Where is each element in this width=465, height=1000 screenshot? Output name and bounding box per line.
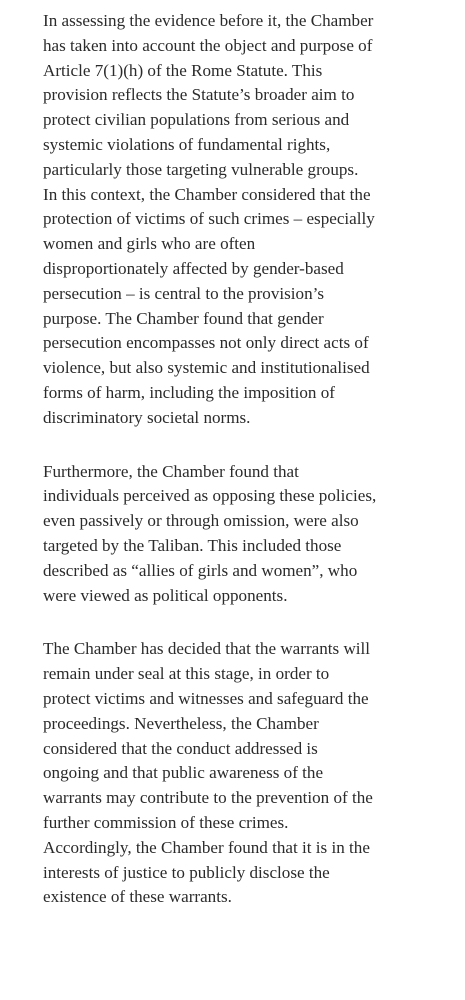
text-line: were viewed as political opponents.	[43, 585, 288, 605]
text-line: women and girls who are often	[43, 234, 256, 254]
text-line: remain under seal at this stage, in order to	[43, 664, 330, 684]
text-line: individuals perceived as opposing these policies,	[43, 486, 377, 506]
paragraph-warrants-disclosure	[43, 637, 461, 910]
text-line: existence of these warrants.	[43, 887, 232, 907]
text-line: protection of victims of such crimes – especially	[43, 209, 375, 229]
text-line: persecution – is central to the provision’s	[43, 283, 325, 303]
text-line: systemic violations of fundamental rights,	[43, 134, 331, 154]
text-line: disproportionately affected by gender-based	[43, 258, 344, 278]
text-line: Furthermore, the Chamber found that	[43, 461, 299, 481]
text-line: described as “allies of girls and women”, who	[43, 560, 358, 580]
text-line: Article 7(1)(h) of the Rome Statute. This	[43, 60, 323, 80]
text-line: purpose. The Chamber found that gender	[43, 308, 324, 328]
text-line: discriminatory societal norms.	[43, 407, 251, 427]
paragraph-opponents-targeted	[43, 460, 461, 609]
text-line: ongoing and that public awareness of the	[43, 763, 324, 783]
article-body	[43, 9, 461, 939]
text-line: warrants may contribute to the prevention of the	[43, 788, 373, 808]
text-line: The Chamber has decided that the warrants will	[43, 639, 371, 659]
text-line: considered that the conduct addressed is	[43, 738, 318, 758]
paragraph-evidence-assessment	[43, 9, 461, 431]
text-line: provision reflects the Statute’s broader aim to	[43, 85, 355, 105]
text-line: even passively or through omission, were also	[43, 511, 359, 531]
text-line: forms of harm, including the imposition of	[43, 382, 335, 402]
text-line: particularly those targeting vulnerable groups.	[43, 159, 359, 179]
text-line: has taken into account the object and purpose of	[43, 35, 373, 55]
text-line: violence, but also systemic and institutionalised	[43, 358, 370, 378]
text-line: In this context, the Chamber considered that the	[43, 184, 371, 204]
text-line: persecution encompasses not only direct acts of	[43, 333, 369, 353]
text-line: further commission of these crimes.	[43, 812, 289, 832]
text-line: In assessing the evidence before it, the Chamber	[43, 11, 374, 30]
text-line: Accordingly, the Chamber found that it is in the	[43, 837, 370, 857]
text-line: targeted by the Taliban. This included those	[43, 535, 342, 555]
text-line: protect civilian populations from serious and	[43, 110, 350, 130]
text-line: interests of justice to publicly disclose the	[43, 862, 330, 882]
text-line: protect victims and witnesses and safeguard the	[43, 688, 369, 708]
text-line: proceedings. Nevertheless, the Chamber	[43, 713, 319, 733]
